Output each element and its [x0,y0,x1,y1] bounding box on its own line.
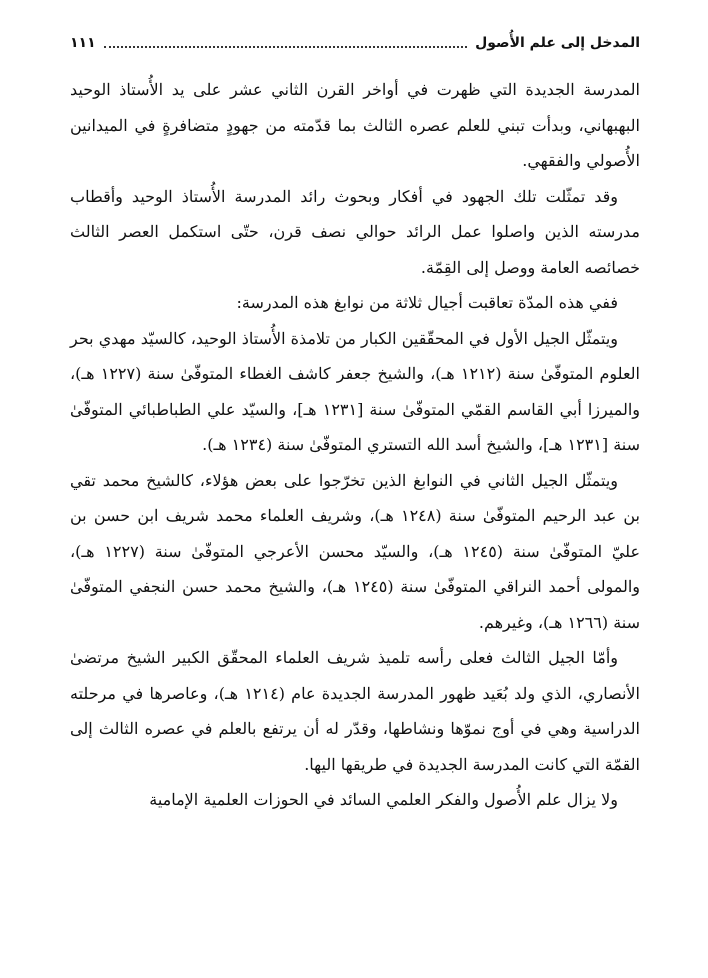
running-header [70,28,640,58]
paragraph-2: وقد تمثّلت تلك الجهود في أفكار وبحوث رائد المدرسة الأُستاذ الوحيد وأقطاب مدرسته الذين واصلوا عمل الرائد حوالي نصف قرن، حتّى استكمل العصر الثالث خصائصه العامة ووصل إلى القِمّة. [70,186,641,277]
paragraph-4: ويتمثّل الجيل الأول في المحقّقين الكبار من تلامذة الأُستاذ الوحيد، كالسيّد مهدي بحر العلوم المتوفّىٰ سنة (١٢١٢ هـ)، والشيخ جعفر كاشف الغطاء المتوفّىٰ سنة (١٢٢٧ هـ)، والميرزا أبي القاسم القمّي المتوفّىٰ سنة [١٢٣١ هـ]، والسيّد علي الطباطبائي المتوفّىٰ سنة [١٢٣١ هـ]، والشيخ أسد الله التستري المتوفّىٰ سنة (١٢٣٤ هـ). [70,328,641,454]
book-page [70,28,640,968]
page-number: ١١١ [70,35,96,51]
body-text [70,72,640,818]
running-title: المدخل إلى علم الأُصول [475,35,640,51]
paragraph-7: ولا يزال علم الأُصول والفكر العلمي السائد في الحوزات العلمية الإمامية [149,790,618,809]
paragraph-6: وأمّا الجيل الثالث فعلى رأسه تلميذ شريف العلماء المحقّق الكبير الشيخ مرتضىٰ الأنصاري، الذي ولد بُعَيد ظهور المدرسة الجديدة عام (١٢١٤ هـ)، وعاصرها في مرحلته الدراسية وهي في أوج نموّها ونشاطها، وقدّر له أن يرتفع بالعلم في عصره الثالث إلى القمّة التي كانت المدرسة الجديدة في طريقها اليها. [70,648,640,774]
paragraph-1: المدرسة الجديدة التي ظهرت في أواخر القرن الثاني عشر على يد الأُستاذ الوحيد البهبهاني، وبدأت تبني للعلم عصره الثالث بما قدّمته من جهودٍ متضافرةٍ في الميدانين الأُصولي والفقهي. [70,80,640,170]
leader-dots [104,46,467,48]
paragraph-3: ففي هذه المدّة تعاقبت أجيال ثلاثة من نوابغ هذه المدرسة: [236,293,618,312]
paragraph-5: ويتمثّل الجيل الثاني في النوابغ الذين تخرّجوا على بعض هؤلاء، كالشيخ محمد تقي بن عبد الرحيم المتوفّىٰ سنة (١٢٤٨ هـ)، وشريف العلماء محمد شريف ابن حسن بن عليّ المتوفّىٰ سنة (١٢٤٥ هـ)، والسيّد محسن الأعرجي المتوفّىٰ سنة (١٢٢٧ هـ)، والمولى أحمد النراقي المتوفّىٰ سنة (١٢٤٥ هـ)، والشيخ محمد حسن النجفي المتوفّىٰ سنة (١٢٦٦ هـ)، وغيرهم. [70,470,641,632]
